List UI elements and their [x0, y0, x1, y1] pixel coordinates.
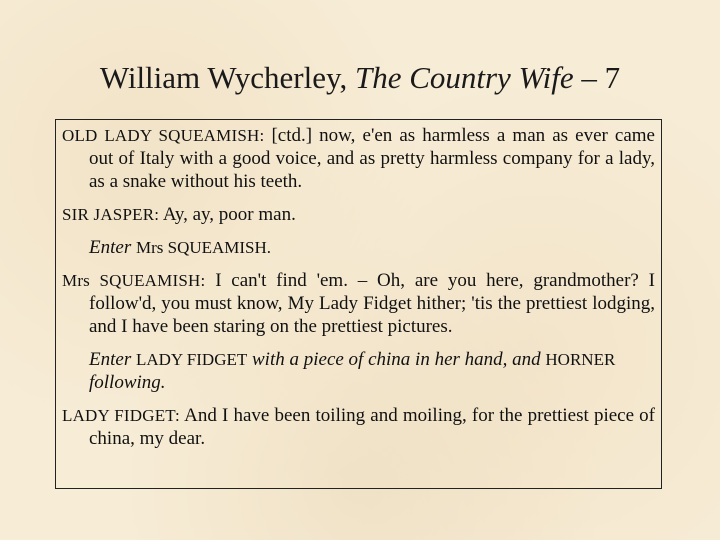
speech-text: I can't find 'em. – Oh, are you here, grandmother? I follow'd, you must know, My Lady Fidget hither; 'tis the prettiest lodging, and I have been staring on the prettiest pictures. — [89, 270, 655, 337]
stage-direction-enter-lady-fidget — [89, 348, 655, 394]
speech-text: And I have been toiling and moiling, for the prettiest piece of china, my dear. — [89, 405, 656, 449]
play-excerpt-box — [55, 119, 662, 489]
stage-enter: Enter — [89, 349, 132, 370]
speaker-name: Mrs SQUEAMISH: — [62, 271, 206, 290]
speaker-name: SIR JASPER: — [62, 205, 160, 224]
speech-text: [ctd.] now, e'en as harmless a man as ever came out of Italy with a good voice, and as pretty harmless company for a lady, as a snake without his teeth. — [89, 125, 655, 192]
speech-text: Ay, ay, poor man. — [162, 204, 296, 225]
stage-character: LADY FIDGET — [135, 350, 248, 369]
speaker-name: LADY FIDGET: — [62, 406, 180, 425]
stage-action: following. — [89, 372, 166, 393]
speech-old-lady-squeamish — [62, 124, 655, 193]
slide-title — [0, 58, 720, 98]
stage-character: Mrs SQUEAMISH. — [135, 238, 272, 257]
speech-mrs-squeamish — [62, 269, 655, 338]
stage-action: with a piece of china in her hand, and — [252, 349, 541, 370]
stage-direction-enter-mrs-squeamish — [89, 236, 655, 259]
title-suffix: – 7 — [573, 60, 621, 95]
stage-character: HORNER — [545, 350, 616, 369]
title-author: William Wycherley, — [99, 60, 355, 95]
speech-lady-fidget — [62, 404, 655, 450]
stage-enter: Enter — [89, 237, 132, 258]
title-work: The Country Wife — [354, 60, 574, 95]
speaker-name: OLD LADY SQUEAMISH: — [62, 126, 265, 145]
speech-sir-jasper — [62, 203, 655, 226]
